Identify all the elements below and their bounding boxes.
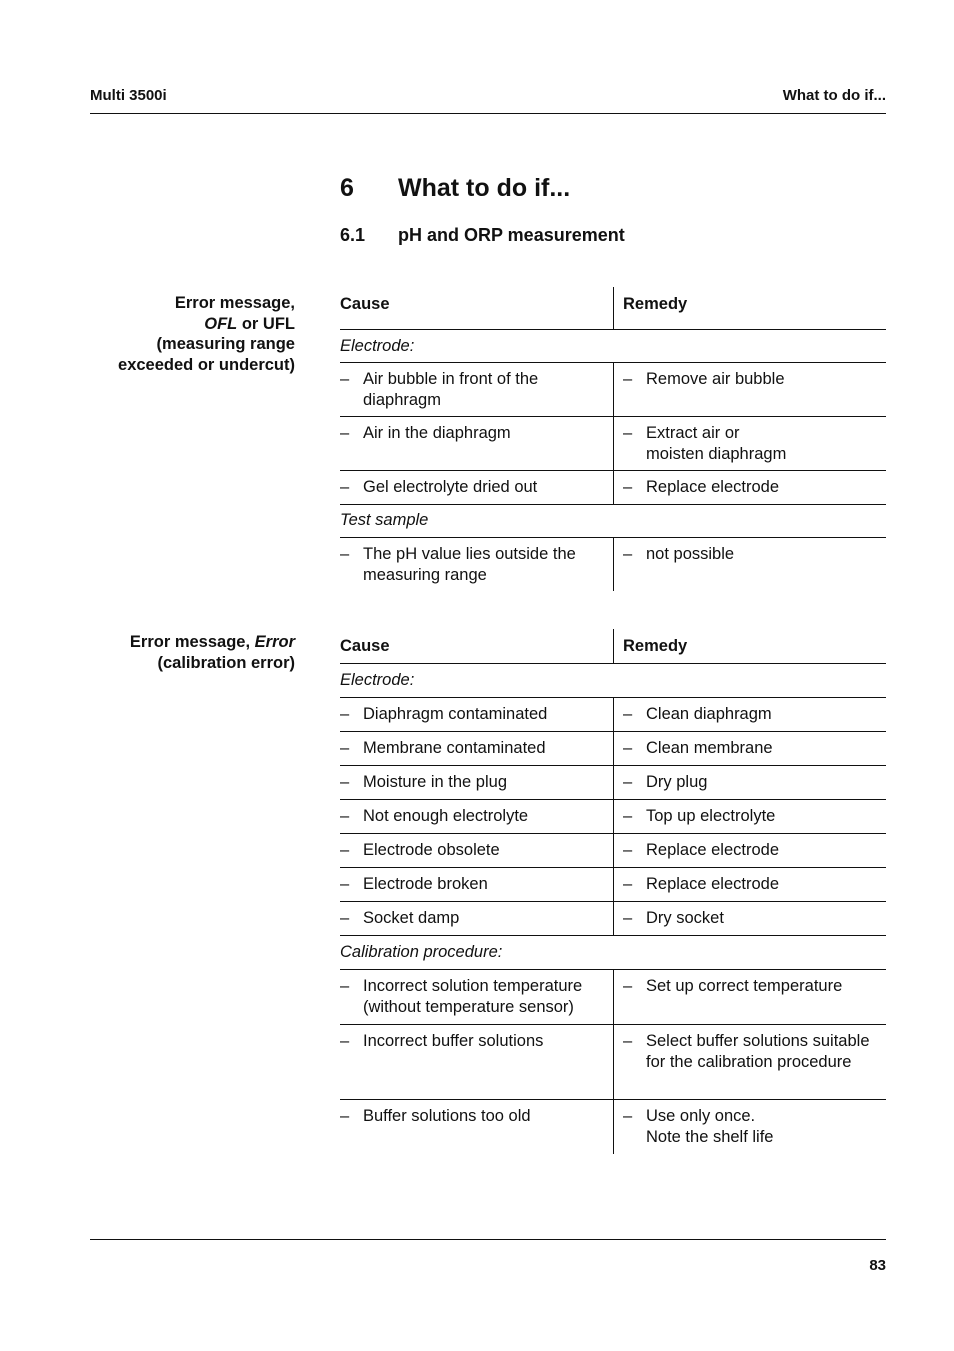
remedy-column-header: Remedy: [614, 287, 887, 330]
table-row: – Moisture in the plug – Dry plug: [340, 766, 886, 800]
table-row: – Electrode obsolete – Replace electrode: [340, 834, 886, 868]
table-row: – Incorrect buffer solutions – Select buffer solutions suitable for the calibration procedure: [340, 1025, 886, 1100]
section-number: 6.1: [340, 225, 366, 245]
cause-column-header: Cause: [340, 287, 614, 330]
table-row: – Membrane contaminated – Clean membrane: [340, 732, 886, 766]
running-header-left: Multi 3500i: [90, 87, 167, 104]
table-row: – Incorrect solution temperature (without temperature sensor) – Set up correct temperature: [340, 970, 886, 1025]
section-row-test-sample: Test sample: [340, 505, 886, 538]
page-number: 83: [869, 1257, 886, 1274]
footer-rule: [90, 1239, 886, 1240]
cause-column-header: Cause: [340, 629, 614, 664]
chapter-number: 6: [340, 174, 354, 202]
table-row: – Air bubble in front of the diaphragm – Remove air bubble: [340, 363, 886, 417]
section-row-electrode: Electrode:: [340, 330, 886, 363]
troubleshooting-table-calibration-error: [340, 629, 886, 1154]
table-row: – Not enough electrolyte – Top up electrolyte: [340, 800, 886, 834]
running-header-right: What to do if...: [782, 87, 886, 104]
chapter-title: What to do if...: [398, 174, 571, 202]
side-label-calibration-error: Error message, Error (calibration error): [129, 633, 295, 672]
table-row: – Air in the diaphragm – Extract air or moisten diaphragm: [340, 417, 886, 471]
table-row: – Buffer solutions too old – Use only once. Note the shelf life: [340, 1100, 886, 1155]
section-heading: [340, 225, 625, 246]
table-row: – Diaphragm contaminated – Clean diaphragm: [340, 698, 886, 732]
table-row: – The pH value lies outside the measuring range – not possible: [340, 538, 886, 592]
side-label-ofl-ufl: Error message, OFL or UFL (measuring range exceeded or undercut): [118, 294, 295, 374]
table-header-row: [340, 287, 886, 330]
table-header-row: [340, 629, 886, 664]
chapter-heading: [340, 174, 570, 203]
remedy-column-header: Remedy: [614, 629, 887, 664]
troubleshooting-table-ofl-ufl: [340, 287, 886, 591]
table-row: – Electrode broken – Replace electrode: [340, 868, 886, 902]
table-row: – Gel electrolyte dried out – Replace electrode: [340, 471, 886, 505]
section-row-calibration-procedure: Calibration procedure:: [340, 936, 886, 970]
section-row-electrode: Electrode:: [340, 664, 886, 698]
section-title: pH and ORP measurement: [398, 225, 625, 245]
header-rule: [90, 113, 886, 114]
table-row: – Socket damp – Dry socket: [340, 902, 886, 936]
